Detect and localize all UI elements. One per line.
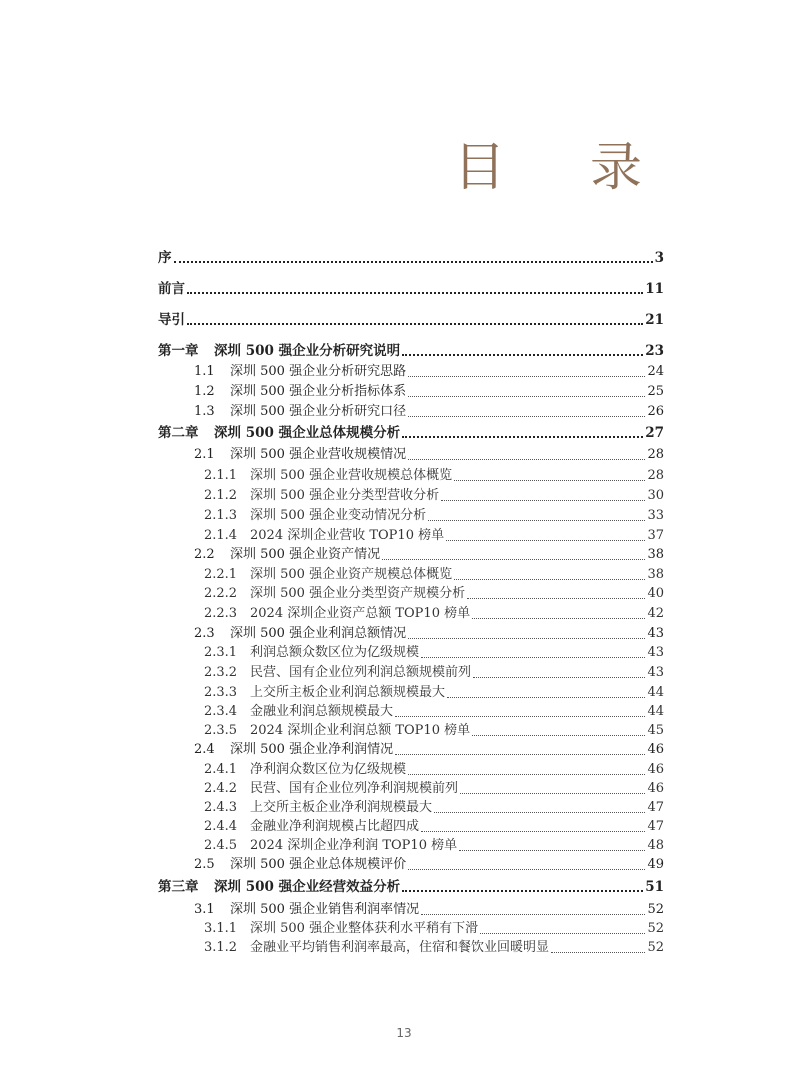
toc-entry-number: 2.2.1 xyxy=(204,567,238,582)
toc-entry-label: 金融业净利润规模占比超四成 xyxy=(250,819,420,834)
toc-entry-label: 深圳 500 强企业总体规模分析 xyxy=(214,425,401,441)
toc-subsection-2-4-2[interactable] xyxy=(204,779,664,797)
toc-subsection-2-1-2[interactable] xyxy=(204,486,664,504)
toc-entry-page: 42 xyxy=(647,606,664,621)
toc-entry-page: 47 xyxy=(647,819,664,834)
dot-leader xyxy=(446,539,645,541)
toc-entry-page: 38 xyxy=(647,567,664,582)
toc-entry-page: 43 xyxy=(647,626,664,641)
dot-leader xyxy=(428,519,645,521)
toc-entry-number: 2.3.4 xyxy=(204,704,238,719)
toc-entry-label: 深圳 500 强企业销售利润率情况 xyxy=(230,902,420,917)
toc-entry-page: 33 xyxy=(647,508,664,523)
toc-section-1-3[interactable] xyxy=(194,402,664,420)
toc-entry-label: 上交所主板企业净利润规模最大 xyxy=(250,800,433,815)
page-number: 13 xyxy=(396,1026,412,1040)
toc-subsection-2-3-1[interactable] xyxy=(204,643,664,661)
toc-entry-number: 2.3 xyxy=(194,626,215,641)
dot-leader xyxy=(551,951,645,953)
toc-subsection-2-1-1[interactable] xyxy=(204,466,664,484)
toc-entry-number: 1.1 xyxy=(194,364,215,379)
toc-entry-label: 深圳 500 强企业资产规模总体概览 xyxy=(250,567,453,582)
toc-entry-number: 2.1.1 xyxy=(204,468,238,483)
dot-leader xyxy=(454,479,645,481)
toc-entry-number: 2.2.2 xyxy=(204,586,238,601)
toc-entry-label: 2024 深圳企业资产总额 TOP10 榜单 xyxy=(250,606,471,621)
dot-leader xyxy=(408,415,645,417)
toc-entry-introduction[interactable] xyxy=(158,310,664,328)
toc-entry-page: 46 xyxy=(647,781,664,796)
dot-leader xyxy=(480,932,645,934)
dot-leader xyxy=(473,676,645,678)
toc-subsection-2-4-1[interactable] xyxy=(204,760,664,778)
toc-subsection-2-2-3[interactable] xyxy=(204,604,664,622)
toc-entry-page: 52 xyxy=(647,921,664,936)
toc-entry-page: 46 xyxy=(647,742,664,757)
dot-leader xyxy=(421,830,645,832)
toc-chapter-1[interactable] xyxy=(158,341,664,359)
toc-entry-number: 2.1.4 xyxy=(204,528,238,543)
dot-leader xyxy=(402,353,643,356)
toc-entry-label: 深圳 500 强企业分类型营收分析 xyxy=(250,488,440,503)
toc-entry-number: 3.1.2 xyxy=(204,940,238,955)
toc-subsection-2-1-4[interactable] xyxy=(204,526,664,544)
toc-entry-label: 深圳 500 强企业分析研究说明 xyxy=(214,343,401,359)
toc-entry-page: 23 xyxy=(645,343,664,359)
toc-chapter-2[interactable] xyxy=(158,423,664,441)
toc-entry-label: 2024 深圳企业营收 TOP10 榜单 xyxy=(250,528,445,543)
toc-subsection-2-4-3[interactable] xyxy=(204,798,664,816)
toc-entry-page: 49 xyxy=(647,857,664,872)
toc-entry-number: 1.2 xyxy=(194,384,215,399)
toc-entry-label: 净利润众数区位为亿级规模 xyxy=(250,762,407,777)
toc-entry-page: 40 xyxy=(647,586,664,601)
toc-entry-label: 序 xyxy=(158,250,172,266)
page-title: 目 录 xyxy=(453,138,676,198)
toc-entry-number: 3.1.1 xyxy=(204,921,238,936)
toc-subsection-2-1-3[interactable] xyxy=(204,506,664,524)
toc-entry-label: 前言 xyxy=(158,281,185,297)
toc-entry-label: 金融业利润总额规模最大 xyxy=(250,704,394,719)
toc-entry-number: 2.3.3 xyxy=(204,685,238,700)
toc-entry-number: 第二章 xyxy=(158,425,199,441)
toc-entry-page: 37 xyxy=(647,528,664,543)
toc-entry-number: 2.4.1 xyxy=(204,762,238,777)
toc-subsection-3-1-2[interactable] xyxy=(204,938,664,956)
toc-entry-page: 28 xyxy=(647,468,664,483)
toc-subsection-2-2-1[interactable] xyxy=(204,565,664,583)
dot-leader xyxy=(408,637,645,639)
toc-entry-number: 2.1.2 xyxy=(204,488,238,503)
toc-entry-number: 1.3 xyxy=(194,404,215,419)
toc-entry-page: 26 xyxy=(647,404,664,419)
toc-section-2-1[interactable] xyxy=(194,445,664,463)
toc-entry-number: 第三章 xyxy=(158,879,199,895)
toc-section-1-2[interactable] xyxy=(194,382,664,400)
dot-leader xyxy=(467,597,645,599)
dot-leader xyxy=(472,734,645,736)
toc-entry-page: 3 xyxy=(654,250,664,266)
toc-entry-label: 深圳 500 强企业净利润情况 xyxy=(230,742,394,757)
toc-subsection-2-3-4[interactable] xyxy=(204,702,664,720)
toc-entry-label: 利润总额众数区位为亿级规模 xyxy=(250,645,420,660)
toc-entry-label: 深圳 500 强企业总体规模评价 xyxy=(230,857,407,872)
dot-leader xyxy=(459,849,645,851)
toc-entry-label: 金融业平均销售利润率最高，住宿和餐饮业回暖明显 xyxy=(250,940,550,955)
toc-entry-page: 27 xyxy=(645,425,664,441)
dot-leader xyxy=(382,558,645,560)
toc-entry-page: 43 xyxy=(647,665,664,680)
toc-entry-number: 第一章 xyxy=(158,343,199,359)
toc-subsection-2-4-5[interactable] xyxy=(204,836,664,854)
toc-entry-label: 2024 深圳企业净利润 TOP10 榜单 xyxy=(250,838,458,853)
toc-entry-label: 导引 xyxy=(158,312,185,328)
toc-entry-page: 51 xyxy=(645,879,664,895)
dot-leader xyxy=(454,578,645,580)
toc-entry-page: 52 xyxy=(647,902,664,917)
toc-entry-page: 46 xyxy=(647,762,664,777)
dot-leader xyxy=(395,715,645,717)
toc-entry-number: 2.3.1 xyxy=(204,645,238,660)
dot-leader xyxy=(408,868,645,870)
toc-entry-label: 深圳 500 强企业分析研究思路 xyxy=(230,364,407,379)
toc-entry-label: 深圳 500 强企业整体获利水平稍有下滑 xyxy=(250,921,479,936)
dot-leader xyxy=(187,322,643,325)
dot-leader xyxy=(402,889,643,892)
toc-entry-number: 2.4.2 xyxy=(204,781,238,796)
toc-subsection-3-1-1[interactable] xyxy=(204,919,664,937)
toc-entry-label: 深圳 500 强企业利润总额情况 xyxy=(230,626,407,641)
toc-subsection-2-3-3[interactable] xyxy=(204,683,664,701)
dot-leader xyxy=(395,753,645,755)
toc-entry-page: 28 xyxy=(647,447,664,462)
toc-entry-number: 2.4.3 xyxy=(204,800,238,815)
dot-leader xyxy=(460,792,645,794)
toc-entry-page: 48 xyxy=(647,838,664,853)
toc-entry-label: 上交所主板企业利润总额规模最大 xyxy=(250,685,446,700)
toc-entry-number: 3.1 xyxy=(194,902,215,917)
toc-entry-page: 30 xyxy=(647,488,664,503)
toc-entry-label: 2024 深圳企业利润总额 TOP10 榜单 xyxy=(250,723,471,738)
toc-entry-number: 2.4.4 xyxy=(204,819,238,834)
dot-leader xyxy=(402,435,643,438)
toc-section-3-1[interactable] xyxy=(194,900,664,918)
toc-entry-page: 47 xyxy=(647,800,664,815)
toc-entry-page: 25 xyxy=(647,384,664,399)
toc-entry-number: 2.1 xyxy=(194,447,215,462)
toc-entry-page: 11 xyxy=(645,281,664,297)
dot-leader xyxy=(408,773,645,775)
dot-leader xyxy=(187,291,643,294)
toc-entry-label: 深圳 500 强企业分析指标体系 xyxy=(230,384,407,399)
dot-leader xyxy=(472,617,645,619)
toc-entry-label: 深圳 500 强企业营收规模情况 xyxy=(230,447,407,462)
dot-leader xyxy=(434,811,645,813)
toc-entry-label: 深圳 500 强企业分类型资产规模分析 xyxy=(250,586,466,601)
toc-subsection-2-3-2[interactable] xyxy=(204,663,664,681)
dot-leader xyxy=(421,656,645,658)
dot-leader xyxy=(408,395,645,397)
toc-entry-number: 2.4.5 xyxy=(204,838,238,853)
toc-subsection-2-3-5[interactable] xyxy=(204,721,664,739)
toc-entry-page: 38 xyxy=(647,547,664,562)
toc-chapter-3[interactable] xyxy=(158,877,664,895)
toc-section-2-2[interactable] xyxy=(194,545,664,563)
dot-leader xyxy=(441,499,645,501)
dot-leader xyxy=(421,913,645,915)
toc-entry-number: 2.3.5 xyxy=(204,723,238,738)
toc-subsection-2-2-2[interactable] xyxy=(204,584,664,602)
dot-leader xyxy=(408,458,645,460)
toc-entry-foreword[interactable] xyxy=(158,279,664,297)
toc-entry-number: 2.1.3 xyxy=(204,508,238,523)
toc-entry-number: 2.2 xyxy=(194,547,215,562)
toc-entry-label: 深圳 500 强企业经营效益分析 xyxy=(214,879,401,895)
toc-entry-page: 21 xyxy=(645,312,664,328)
toc-entry-label: 民营、国有企业位列净利润规模前列 xyxy=(250,781,459,796)
toc-entry-page: 52 xyxy=(647,940,664,955)
dot-leader xyxy=(447,696,645,698)
toc-entry-page: 24 xyxy=(647,364,664,379)
toc-entry-number: 2.2.3 xyxy=(204,606,238,621)
toc-entry-label: 深圳 500 强企业分析研究口径 xyxy=(230,404,407,419)
toc-subsection-2-4-4[interactable] xyxy=(204,817,664,835)
toc-entry-label: 民营、国有企业位列利润总额规模前列 xyxy=(250,665,472,680)
toc-entry-page: 44 xyxy=(647,685,664,700)
dot-leader xyxy=(174,260,653,263)
toc-section-2-5[interactable] xyxy=(194,855,664,873)
toc-section-2-4[interactable] xyxy=(194,740,664,758)
dot-leader xyxy=(408,375,645,377)
toc-entry-preface[interactable] xyxy=(158,248,664,266)
toc-entry-label: 深圳 500 强企业资产情况 xyxy=(230,547,381,562)
toc-section-2-3[interactable] xyxy=(194,624,664,642)
toc-entry-page: 44 xyxy=(647,704,664,719)
toc-section-1-1[interactable] xyxy=(194,362,664,380)
toc-entry-number: 2.5 xyxy=(194,857,215,872)
toc-entry-label: 深圳 500 强企业变动情况分析 xyxy=(250,508,427,523)
toc-entry-number: 2.3.2 xyxy=(204,665,238,680)
toc-entry-number: 2.4 xyxy=(194,742,215,757)
toc-entry-label: 深圳 500 强企业营收规模总体概览 xyxy=(250,468,453,483)
toc-entry-page: 45 xyxy=(647,723,664,738)
toc-entry-page: 43 xyxy=(647,645,664,660)
